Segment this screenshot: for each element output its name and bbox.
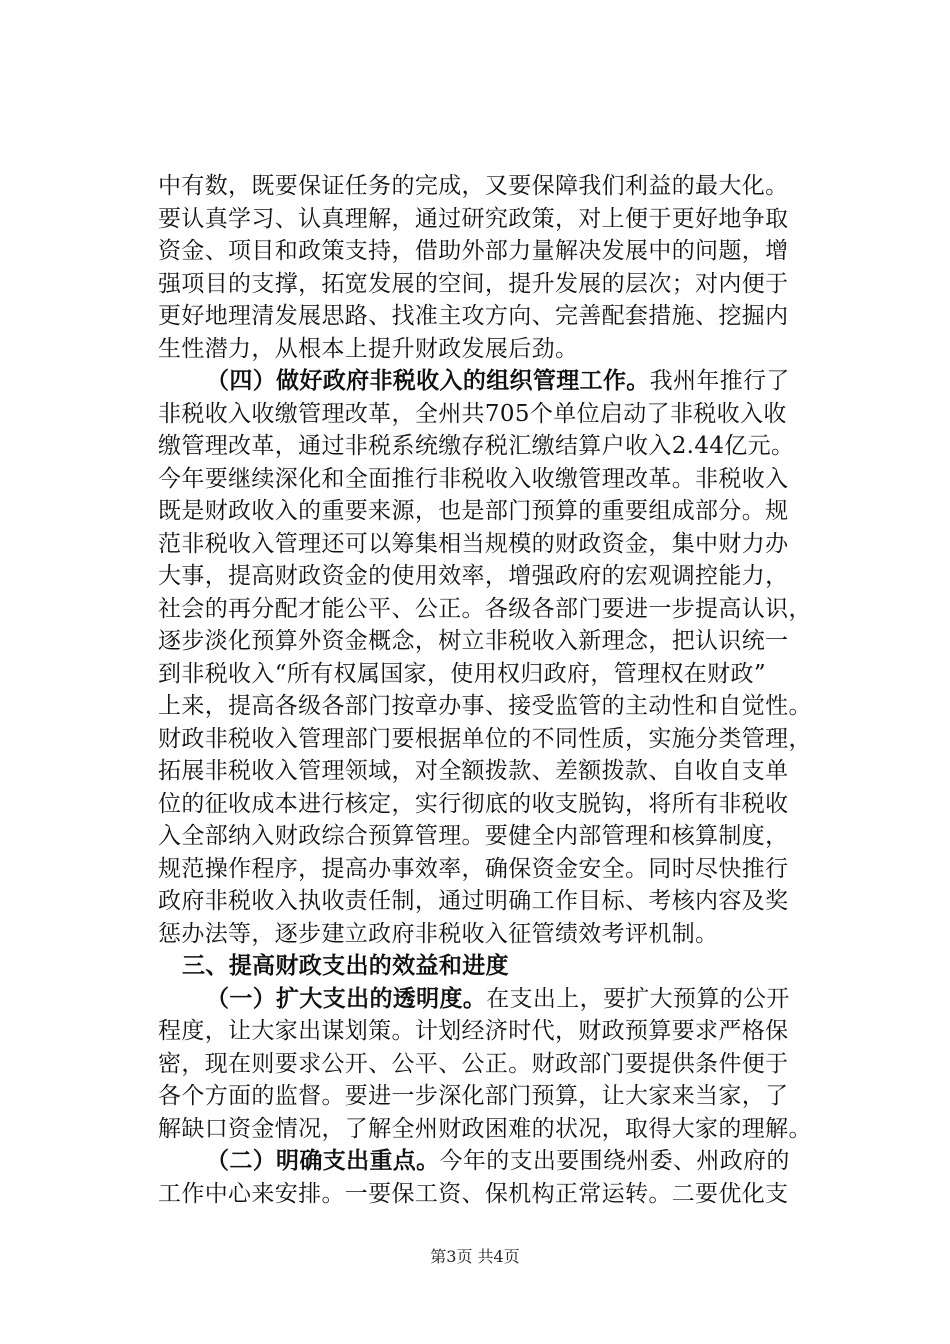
text-line (158, 1113, 838, 1146)
text-line (158, 203, 838, 236)
line-text: 强项目的支撑，拓宽发展的空间，提升发展的层次；对内便于 (158, 270, 789, 297)
line-text: 我州年推行了 (649, 368, 790, 394)
line-text: 解缺口资金情况，了解全州财政困难的状况，取得大家的理解。 (158, 1115, 812, 1142)
text-line (158, 398, 838, 431)
text-line (158, 1178, 838, 1211)
text-line (158, 1048, 838, 1081)
text-line (158, 560, 838, 593)
text-line (158, 723, 838, 756)
line-text: 非税收入收缴管理改革，全州共705个单位启动了非税收入收 (158, 400, 787, 427)
line-text: 社会的再分配才能公平、公正。各级各部门要进一步提高认识， (158, 595, 812, 622)
line-text: 程度，让大家出谋划策。计划经济时代，财政预算要求严格保 (158, 1018, 789, 1044)
text-line (158, 268, 838, 301)
text-line (158, 1015, 838, 1048)
text-line (158, 853, 838, 886)
line-text: 到非税收入“所有权属国家，使用权归政府，管理权在财政” (158, 660, 766, 687)
text-line (158, 333, 838, 366)
line-text: 范非税收入管理还可以筹集相当规模的财政资金，集中财力办 (158, 530, 789, 557)
line-text: 要认真学习、认真理解，通过研究政策，对上便于更好地争取 (158, 205, 789, 232)
line-text: 既是财政收入的重要来源，也是部门预算的重要组成部分。规 (158, 498, 789, 524)
page-number: 第3页 共4页 (430, 1247, 520, 1266)
line-text: 逐步淡化预算外资金概念，树立非税收入新理念，把认识统一 (158, 628, 789, 654)
text-line (158, 170, 838, 203)
line-text: 入全部纳入财政综合预算管理。要健全内部管理和核算制度， (158, 823, 789, 849)
line-text: 大事，提高财政资金的使用效率，增强政府的宏观调控能力， (158, 563, 789, 589)
text-line (158, 430, 838, 463)
line-text: 在支出上，要扩大预算的公开 (486, 985, 790, 1012)
text-line (158, 495, 838, 528)
text-line (158, 235, 838, 268)
text-line (158, 528, 838, 561)
line-text: 政府非税收入执收责任制，通过明确工作目标、考核内容及奖 (158, 888, 789, 914)
line-text: 位的征收成本进行核定，实行彻底的收支脱钩，将所有非税收 (158, 790, 789, 817)
line-text: 规范操作程序，提高办事效率，确保资金安全。同时尽快推行 (158, 855, 789, 882)
line-text: 各个方面的监督。要进一步深化部门预算，让大家来当家，了 (158, 1083, 789, 1109)
line-text: 拓展非税收入管理领域，对全额拨款、差额拨款、自收自支单 (158, 758, 789, 784)
text-line (158, 918, 838, 951)
text-line (158, 885, 838, 918)
text-line (158, 820, 838, 853)
line-text: 缴管理改革，通过非税系统缴存税汇缴结算户收入2.44亿元。 (158, 433, 795, 459)
text-line (158, 788, 838, 821)
line-text: 密，现在则要求公开、公平、公正。财政部门要提供条件便于 (158, 1050, 789, 1077)
text-line (158, 593, 838, 626)
body-text (158, 170, 838, 1210)
line-text: 财政非税收入管理部门要根据单位的不同性质，实施分类管理， (158, 725, 812, 752)
paragraph-start-line (158, 1145, 838, 1178)
section-subheading: （二）明确支出重点。 (206, 1147, 440, 1174)
text-line (158, 300, 838, 333)
line-text: 惩办法等，逐步建立政府非税收入征管绩效考评机制。 (158, 920, 719, 947)
text-line (158, 658, 838, 691)
line-text: 更好地理清发展思路、找准主攻方向、完善配套措施、挖掘内 (158, 303, 789, 329)
line-text: 资金、项目和政策支持，借助外部力量解决发展中的问题，增 (158, 238, 789, 264)
line-text: 上来，提高各级各部门按章办事、接受监管的主动性和自觉性。 (158, 693, 812, 719)
text-line (158, 625, 838, 658)
line-text: 工作中心来安排。一要保工资、保机构正常运转。二要优化支 (158, 1180, 789, 1207)
page-footer (0, 1244, 950, 1267)
line-text: 今年要继续深化和全面推行非税收入收缴管理改革。非税收入 (158, 465, 789, 492)
text-line (158, 690, 838, 723)
section-subheading: （四）做好政府非税收入的组织管理工作。 (206, 367, 650, 394)
text-line (158, 755, 838, 788)
line-text: 今年的支出要围绕州委、州政府的 (439, 1148, 790, 1174)
paragraph-start-line (158, 365, 838, 398)
text-line (158, 463, 838, 496)
paragraph-start-line (158, 983, 838, 1016)
line-text: 中有数，既要保证任务的完成，又要保障我们利益的最大化。 (158, 173, 789, 199)
section-heading-text: 三、提高财政支出的效益和进度 (182, 952, 509, 979)
line-text: 生性潜力，从根本上提升财政发展后劲。 (158, 335, 579, 362)
section-subheading: （一）扩大支出的透明度。 (206, 984, 487, 1012)
section-heading (158, 950, 838, 983)
text-line (158, 1080, 838, 1113)
